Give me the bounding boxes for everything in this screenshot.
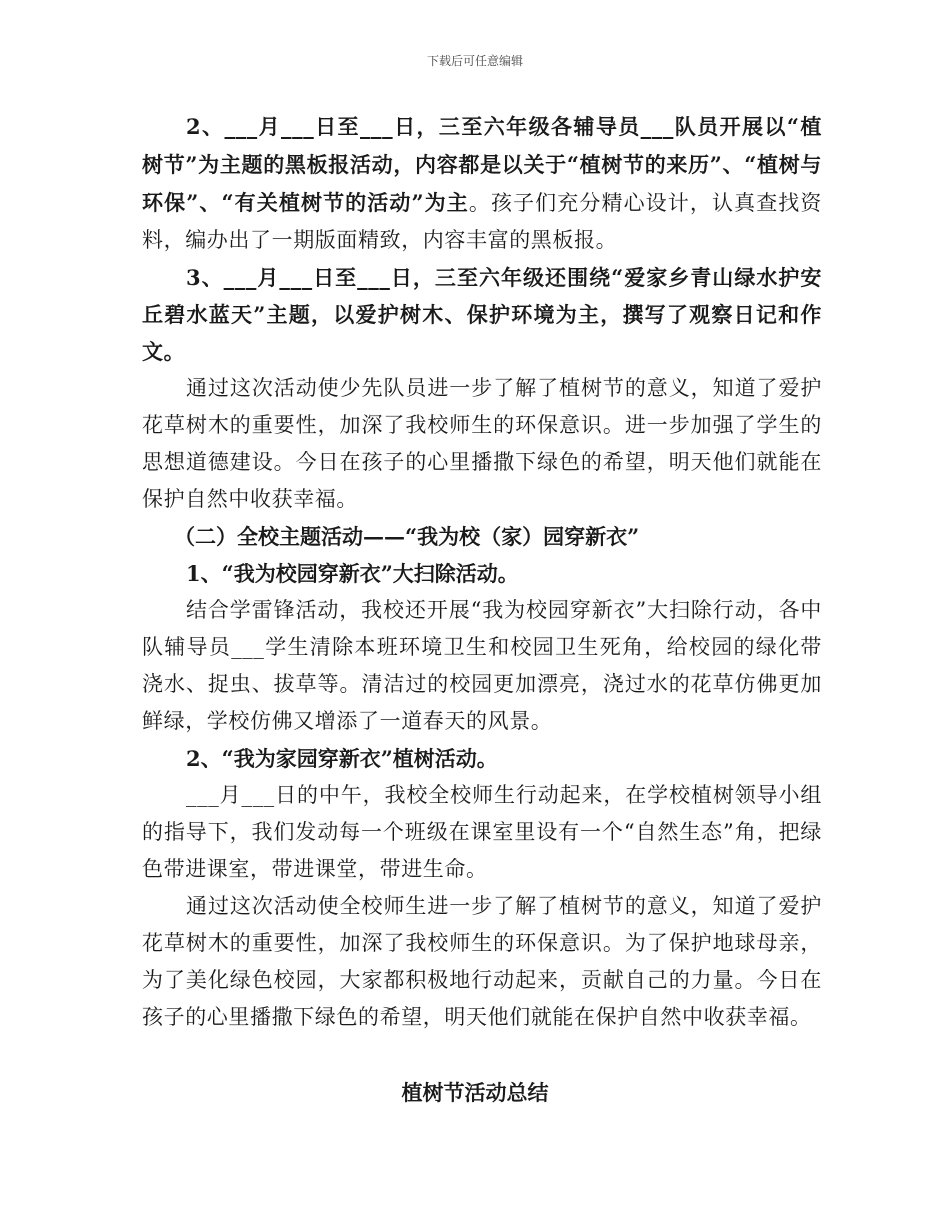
paragraph-blackboard-activity-rest: 。孩子们充分精心设计，认真查找资料，编办出了一期版面精致，内容丰富的黑板报。 <box>142 191 822 252</box>
document-title: 植树节活动总结 <box>401 1080 549 1105</box>
item-heading-tree-planting: 2、“我为家园穿新衣”植树活动。 <box>186 746 498 771</box>
item-heading-cleanup: 1、“我为校园穿新衣”大扫除活动。 <box>186 561 519 586</box>
paragraph-summary-2: 通过这次活动使全校师生进一步了解了植树节的意义，知道了爱护花草树木的重要性，加深了我校师生的环保意识。为了保护地球母亲，为了美化绿色校园，大家都积极地行动起来，贡献自己的力量。今日在孩子的心里播撒下绿色的希望，明天他们就能在保护自然中收获幸福。 <box>142 894 822 1029</box>
paragraph-blackboard-activity-bold: 2、___月___日至___日，三至六年级各辅导员___队员开展以“植树节”为主题的黑板报活动，内容都是以关于“植树节的来历”、“植树与环保”、“有关植树节的活动”为主 <box>142 114 822 215</box>
document-body <box>142 108 822 1036</box>
paragraph-summary-1: 通过这次活动使少先队员进一步了解了植树节的意义，知道了爱护花草树木的重要性，加深了我校师生的环保意识。进一步加强了学生的思想道德建设。今日在孩子的心里播撒下绿色的希望，明天他们就能在保护自然中收获幸福。 <box>142 376 822 511</box>
paragraph-essay-activity: 3、___月___日至___日，三至六年级还围绕“爱家乡青山绿水护安丘碧水蓝天”主题，以爱护树木、保护环境为主，撰写了观察日记和作文。 <box>142 265 822 364</box>
page-header-note: 下载后可任意编辑 <box>426 54 523 68</box>
paragraph-blackboard-activity <box>142 108 822 259</box>
paragraph-cleanup: 结合学雷锋活动，我校还开展“我为校园穿新衣”大扫除行动，各中队辅导员___学生清除本班环境卫生和校园卫生死角，给校园的绿化带浇水、捉虫、拔草等。清洁过的校园更加漂亮，浇过水的花草仿佛更加鲜绿，学校仿佛又增添了一道春天的风景。 <box>142 598 822 733</box>
paragraph-tree-planting: ___月___日的中午，我校全校师生行动起来，在学校植树领导小组的指导下，我们发动每一个班级在课室里设有一个“自然生态”角，把绿色带进课室，带进课堂，带进生命。 <box>142 783 822 881</box>
section-heading-school-theme: （二）全校主题活动——“我为校（家）园穿新衣” <box>174 524 640 549</box>
